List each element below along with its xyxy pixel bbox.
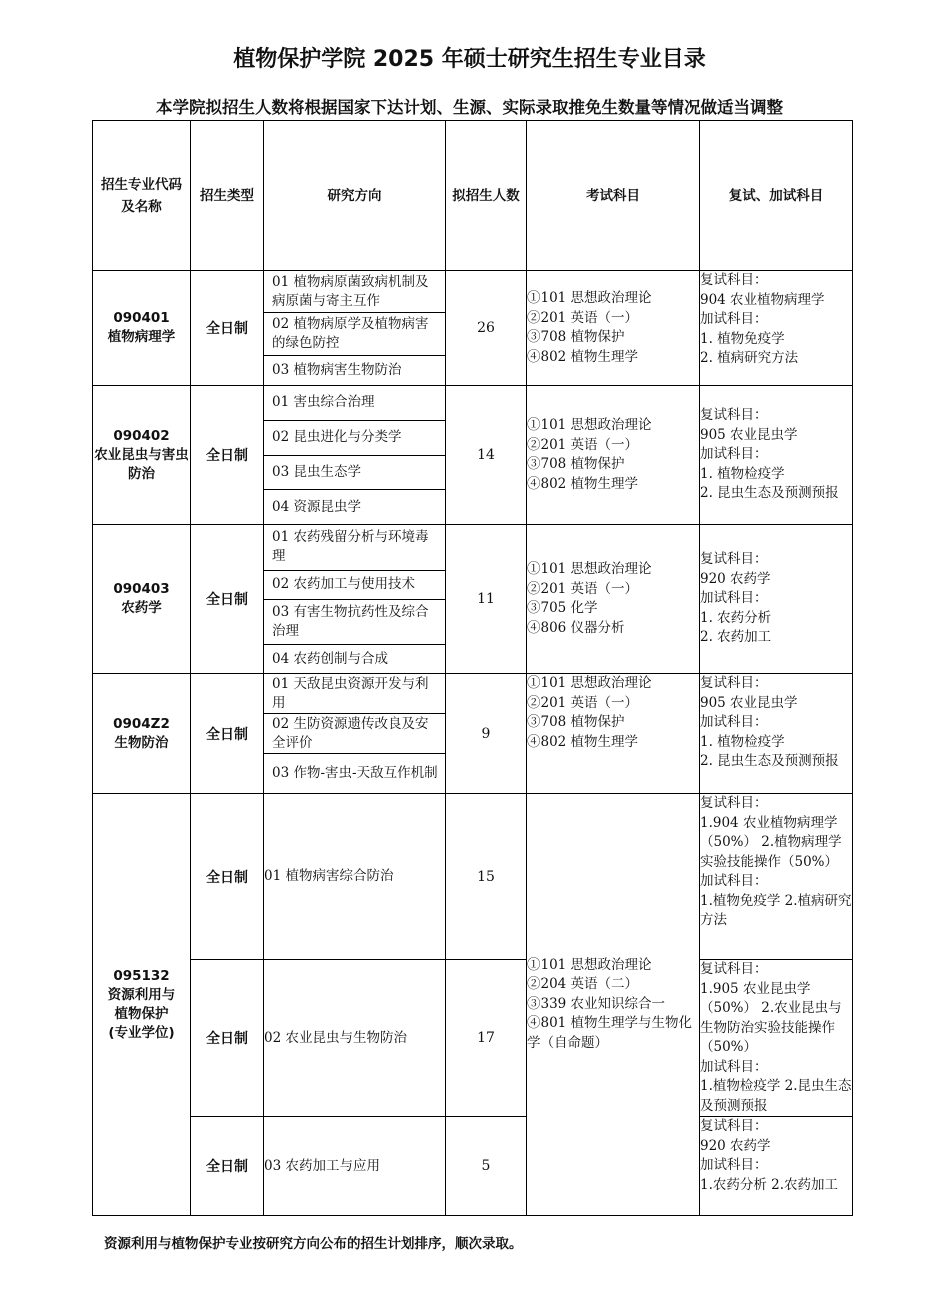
retest-line: 加试科目： xyxy=(700,590,768,607)
table-row xyxy=(93,525,853,674)
header-major: 招生专业代码及名称 xyxy=(93,121,191,271)
retest-line: 1.植物免疫学 2.植病研究方法 xyxy=(700,892,852,928)
retest-line: 复试科目： xyxy=(700,551,768,568)
major-name-line: (专业学位) xyxy=(108,1024,175,1041)
retest-line: 复试科目： xyxy=(700,407,768,424)
direction-item: 03 有害生物抗药性及综合治理 xyxy=(264,599,445,645)
exam-cell xyxy=(527,674,700,794)
retest-line: 1.植物检疫学 2.昆虫生态及预测预报 xyxy=(700,1078,852,1114)
exam-line: ④802 植物生理学 xyxy=(527,348,639,365)
direction-item: 02 农业昆虫与生物防治 xyxy=(264,960,446,1117)
retest-line: 加试科目： xyxy=(700,446,768,463)
exam-line: ②201 英语（一） xyxy=(527,309,639,326)
direction-item: 04 农药创制与合成 xyxy=(264,644,445,673)
retest-line: 2. 昆虫生态及预测预报 xyxy=(700,485,839,502)
exam-line: ③339 农业知识综合一 xyxy=(527,995,666,1012)
exam-line: ①101 思想政治理论 xyxy=(527,561,652,577)
exam-line: ②201 英语（一） xyxy=(527,694,639,711)
direction-item: 01 害虫综合治理 xyxy=(272,394,375,411)
type-cell: 全日制 xyxy=(191,674,264,794)
major-name: 农业昆虫与害虫防治 xyxy=(94,446,189,482)
exam-line: ④802 植物生理学 xyxy=(527,733,639,750)
type-cell: 全日制 xyxy=(191,1117,264,1216)
count-cell: 11 xyxy=(446,525,527,674)
retest-line: 复试科目： xyxy=(700,675,768,691)
major-cell xyxy=(93,525,191,674)
major-cell xyxy=(93,794,191,1216)
retest-line: 2. 昆虫生态及预测预报 xyxy=(700,753,839,769)
retest-line: 1. 植物检疫学 xyxy=(700,733,785,750)
exam-line: ①101 思想政治理论 xyxy=(527,675,652,691)
retest-line: 1. 农药分析 xyxy=(700,609,772,626)
direction-cell xyxy=(264,271,446,386)
major-code: 095132 xyxy=(113,967,170,984)
major-cell xyxy=(93,386,191,525)
direction-item: 03 农药加工与应用 xyxy=(264,1117,446,1216)
retest-cell xyxy=(700,1117,853,1216)
major-name: 生物防治 xyxy=(114,734,169,751)
type-cell: 全日制 xyxy=(191,386,264,525)
exam-cell xyxy=(527,525,700,674)
direction-item: 01 天敌昆虫资源开发与利用 xyxy=(272,675,429,711)
exam-line: ②201 英语（一） xyxy=(527,436,639,453)
type-cell: 全日制 xyxy=(191,794,264,960)
direction-cell xyxy=(264,674,446,794)
retest-line: 复试科目： xyxy=(700,272,768,288)
exam-cell xyxy=(527,271,700,386)
direction-item: 03 作物-害虫-天敌互作机制 xyxy=(264,753,445,793)
exam-line: ①101 思想政治理论 xyxy=(527,956,652,973)
header-exam: 考试科目 xyxy=(527,121,700,271)
retest-line: 1.904 农业植物病理学（50%） 2.植物病理学实验技能操作（50%） xyxy=(700,814,842,870)
retest-line: 加试科目： xyxy=(700,1058,768,1075)
exam-line: ④801 植物生理学与生物化学（自命题） xyxy=(527,1015,693,1051)
exam-line: ②204 英语（二） xyxy=(527,976,639,993)
table-row xyxy=(93,386,853,525)
direction-item: 01 植物病害综合防治 xyxy=(264,794,446,960)
direction-item: 01 农药残留分析与环境毒理 xyxy=(272,529,429,565)
type-cell: 全日制 xyxy=(191,960,264,1117)
table-row xyxy=(93,674,853,794)
exam-line: ③708 植物保护 xyxy=(527,329,625,345)
major-code: 0904Z2 xyxy=(113,715,170,732)
count-cell: 5 xyxy=(446,1117,527,1216)
retest-line: 1.905 农业昆虫学（50%） 2.农业昆虫与生物防治实验技能操作（50%） xyxy=(700,980,842,1055)
retest-line: 复试科目： xyxy=(700,795,768,811)
retest-cell xyxy=(700,386,853,525)
retest-line: 2. 农药加工 xyxy=(700,629,772,646)
retest-line: 2. 植病研究方法 xyxy=(700,350,799,366)
count-cell: 9 xyxy=(446,674,527,794)
retest-line: 加试科目： xyxy=(700,1157,768,1173)
major-name-line: 资源利用与 xyxy=(107,986,176,1003)
exam-line: ④802 植物生理学 xyxy=(527,475,639,492)
page-title: 植物保护学院 2025 年硕士研究生招生专业目录 xyxy=(233,47,706,72)
major-code: 090403 xyxy=(113,581,170,597)
exam-cell xyxy=(527,386,700,525)
retest-line: 加试科目： xyxy=(700,714,768,730)
exam-line: ④806 仪器分析 xyxy=(527,619,625,636)
header-count: 拟招生人数 xyxy=(446,121,527,271)
direction-item: 03 昆虫生态学 xyxy=(264,455,445,490)
table-row xyxy=(93,794,853,960)
retest-line: 905 农业昆虫学 xyxy=(700,694,798,711)
direction-item: 02 昆虫进化与分类学 xyxy=(264,420,445,455)
major-cell xyxy=(93,674,191,794)
direction-item: 03 植物病害生物防治 xyxy=(264,355,445,385)
page-subtitle: 本学院拟招生人数将根据国家下达计划、生源、实际录取推免生数量等情况做适当调整 xyxy=(156,98,783,117)
direction-item: 02 生防资源遗传改良及安全评价 xyxy=(264,713,445,753)
count-cell: 15 xyxy=(446,794,527,960)
exam-cell xyxy=(527,794,700,1216)
direction-cell xyxy=(264,525,446,674)
retest-line: 920 农药学 xyxy=(700,570,771,587)
retest-line: 920 农药学 xyxy=(700,1137,771,1154)
count-cell: 14 xyxy=(446,386,527,525)
retest-line: 1. 植物检疫学 xyxy=(700,465,785,482)
major-name: 植物病理学 xyxy=(107,329,176,345)
direction-item: 01 植物病原菌致病机制及病原菌与寄主互作 xyxy=(272,273,429,309)
header-type: 招生类型 xyxy=(191,121,264,271)
retest-line: 1. 植物免疫学 xyxy=(700,330,785,347)
exam-line: ③708 植物保护 xyxy=(527,714,625,730)
footnote: 资源利用与植物保护专业按研究方向公布的招生计划排序，顺次录取。 xyxy=(104,1236,523,1252)
header-retest: 复试、加试科目 xyxy=(700,121,853,271)
type-cell: 全日制 xyxy=(191,271,264,386)
exam-line: ③708 植物保护 xyxy=(527,456,625,472)
table-row xyxy=(93,960,853,1117)
exam-line: ②201 英语（一） xyxy=(527,580,639,597)
major-code: 090402 xyxy=(113,427,170,444)
count-cell: 26 xyxy=(446,271,527,386)
major-cell xyxy=(93,271,191,386)
exam-line: ③705 化学 xyxy=(527,600,598,616)
retest-line: 复试科目： xyxy=(700,1118,768,1134)
table-row xyxy=(93,271,853,386)
major-code: 090401 xyxy=(113,310,170,326)
retest-cell xyxy=(700,271,853,386)
direction-item: 02 农药加工与使用技术 xyxy=(264,570,445,599)
direction-item: 02 植物病原学及植物病害的绿色防控 xyxy=(264,312,445,354)
type-cell: 全日制 xyxy=(191,525,264,674)
major-name-line: 植物保护 xyxy=(114,1005,169,1022)
retest-line: 加试科目： xyxy=(700,873,768,889)
major-name: 农药学 xyxy=(121,600,162,616)
retest-line: 905 农业昆虫学 xyxy=(700,426,798,443)
retest-line: 复试科目： xyxy=(700,961,768,977)
retest-line: 1.农药分析 2.农药加工 xyxy=(700,1176,839,1193)
count-cell: 17 xyxy=(446,960,527,1117)
header-row xyxy=(93,121,853,271)
direction-item: 04 资源昆虫学 xyxy=(264,489,445,524)
exam-line: ①101 思想政治理论 xyxy=(527,417,652,433)
catalog-table xyxy=(92,120,853,1216)
retest-line: 904 农业植物病理学 xyxy=(700,291,825,308)
retest-cell xyxy=(700,525,853,674)
retest-cell xyxy=(700,794,853,960)
retest-cell xyxy=(700,674,853,794)
header-direction: 研究方向 xyxy=(264,121,446,271)
retest-cell xyxy=(700,960,853,1117)
direction-cell xyxy=(264,386,446,525)
exam-line: ①101 思想政治理论 xyxy=(527,290,652,306)
table-row xyxy=(93,1117,853,1216)
retest-line: 加试科目： xyxy=(700,311,768,327)
